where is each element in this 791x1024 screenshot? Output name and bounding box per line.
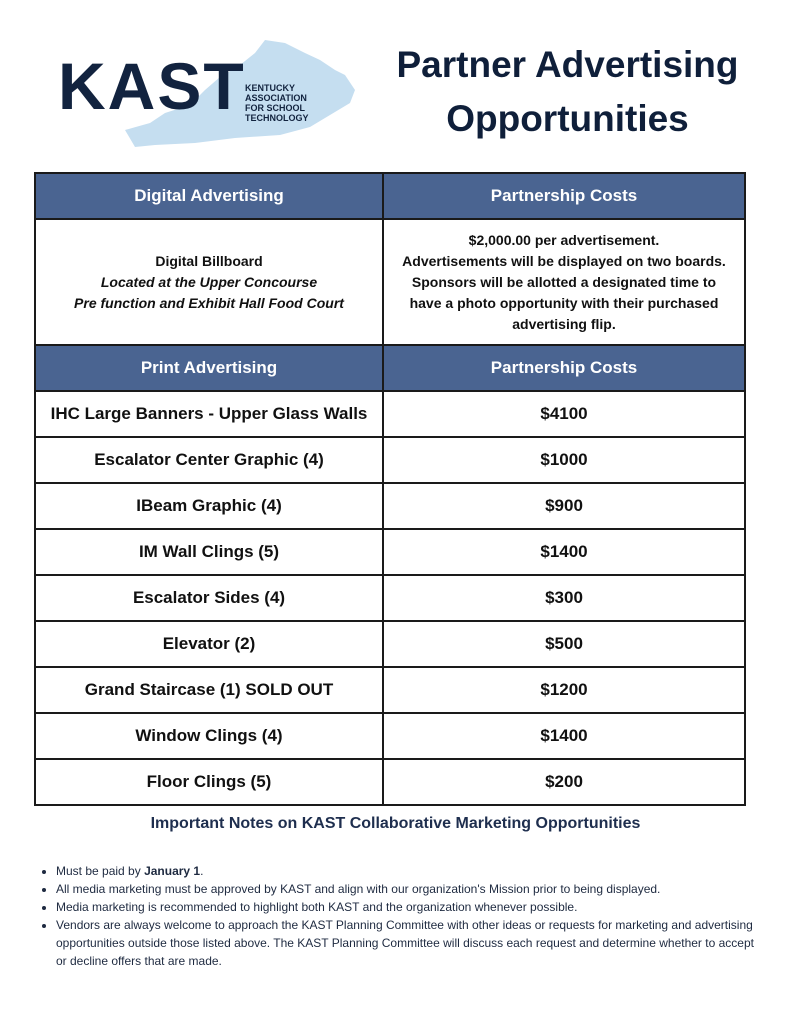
table-row bbox=[35, 483, 745, 529]
print-cost: $300 bbox=[383, 575, 745, 621]
table-row bbox=[35, 713, 745, 759]
cost-line: advertising flip. bbox=[512, 315, 616, 332]
cost-line: $2,000.00 per advertisement. bbox=[468, 231, 660, 248]
print-cost: $4100 bbox=[383, 391, 745, 437]
note-text: . bbox=[200, 864, 204, 878]
digital-billboard-location: Located at the Upper Concourse bbox=[100, 273, 318, 290]
print-cost: $1200 bbox=[383, 667, 745, 713]
print-item: Window Clings (4) bbox=[35, 713, 383, 759]
digital-billboard-item bbox=[35, 219, 383, 345]
table-row bbox=[35, 759, 745, 805]
table-row bbox=[35, 621, 745, 667]
notes-list bbox=[38, 862, 761, 970]
table-row bbox=[35, 667, 745, 713]
note-text: Must be paid by bbox=[56, 864, 145, 878]
print-item: IBeam Graphic (4) bbox=[35, 483, 383, 529]
digital-billboard-cost bbox=[383, 219, 745, 345]
note-deadline: January 1 bbox=[144, 864, 201, 878]
logo-subtitle bbox=[245, 83, 325, 123]
kast-logo bbox=[55, 35, 365, 155]
print-item: Grand Staircase (1) SOLD OUT bbox=[35, 667, 383, 713]
table-row bbox=[35, 575, 745, 621]
notes-heading: Important Notes on KAST Collaborative Marketing Opportunities bbox=[150, 815, 641, 832]
digital-billboard-row bbox=[35, 219, 745, 345]
print-item: Escalator Sides (4) bbox=[35, 575, 383, 621]
print-item: Elevator (2) bbox=[35, 621, 383, 667]
list-item bbox=[56, 862, 761, 880]
print-cost: $1400 bbox=[383, 529, 745, 575]
print-cost: $1400 bbox=[383, 713, 745, 759]
print-cost: $900 bbox=[383, 483, 745, 529]
table-row bbox=[35, 529, 745, 575]
print-cost: $1000 bbox=[383, 437, 745, 483]
list-item: • All media marketing must be approved by KAST and align with our organization's Mission prior to being displayed. bbox=[56, 880, 761, 898]
advertising-table bbox=[34, 172, 746, 806]
print-header-cost: Partnership Costs bbox=[383, 345, 745, 391]
print-header-label: Print Advertising bbox=[35, 345, 383, 391]
list-item: • Media marketing is recommended to highlight both KAST and the organization whenever possible. bbox=[56, 898, 761, 916]
print-cost: $200 bbox=[383, 759, 745, 805]
logo-subtitle-line: ASSOCIATION bbox=[245, 93, 307, 103]
print-header-row bbox=[35, 345, 745, 391]
cost-line: Sponsors will be allotted a designated time to bbox=[411, 273, 717, 290]
page-title bbox=[395, 38, 740, 146]
cost-line: have a photo opportunity with their purchased bbox=[409, 294, 719, 311]
logo-wordmark: KAST bbox=[58, 49, 246, 123]
digital-billboard-location: Pre function and Exhibit Hall Food Court bbox=[74, 294, 344, 311]
logo-subtitle-line: FOR SCHOOL bbox=[245, 103, 305, 113]
page-title-line-2: Opportunities bbox=[446, 98, 689, 139]
print-item: IM Wall Clings (5) bbox=[35, 529, 383, 575]
page-title-line-1: Partner Advertising bbox=[396, 44, 739, 85]
cost-line: Advertisements will be displayed on two boards. bbox=[402, 252, 726, 269]
print-item: Floor Clings (5) bbox=[35, 759, 383, 805]
digital-header-label: Digital Advertising bbox=[35, 173, 383, 219]
digital-header-row bbox=[35, 173, 745, 219]
table-row bbox=[35, 437, 745, 483]
logo-subtitle-line: TECHNOLOGY bbox=[245, 113, 309, 123]
logo-subtitle-line: KENTUCKY bbox=[245, 83, 296, 93]
digital-billboard-name: Digital Billboard bbox=[155, 252, 263, 269]
table-row bbox=[35, 391, 745, 437]
print-item: Escalator Center Graphic (4) bbox=[35, 437, 383, 483]
print-item: IHC Large Banners - Upper Glass Walls bbox=[35, 391, 383, 437]
print-cost: $500 bbox=[383, 621, 745, 667]
list-item: • Vendors are always welcome to approach the KAST Planning Committee with other ideas or requests for marketing and advertising opportunities outside those listed above. The KAST Planning Committee will discuss each request and determine whether to accept or decline offers that are made. bbox=[56, 916, 761, 970]
digital-header-cost: Partnership Costs bbox=[383, 173, 745, 219]
